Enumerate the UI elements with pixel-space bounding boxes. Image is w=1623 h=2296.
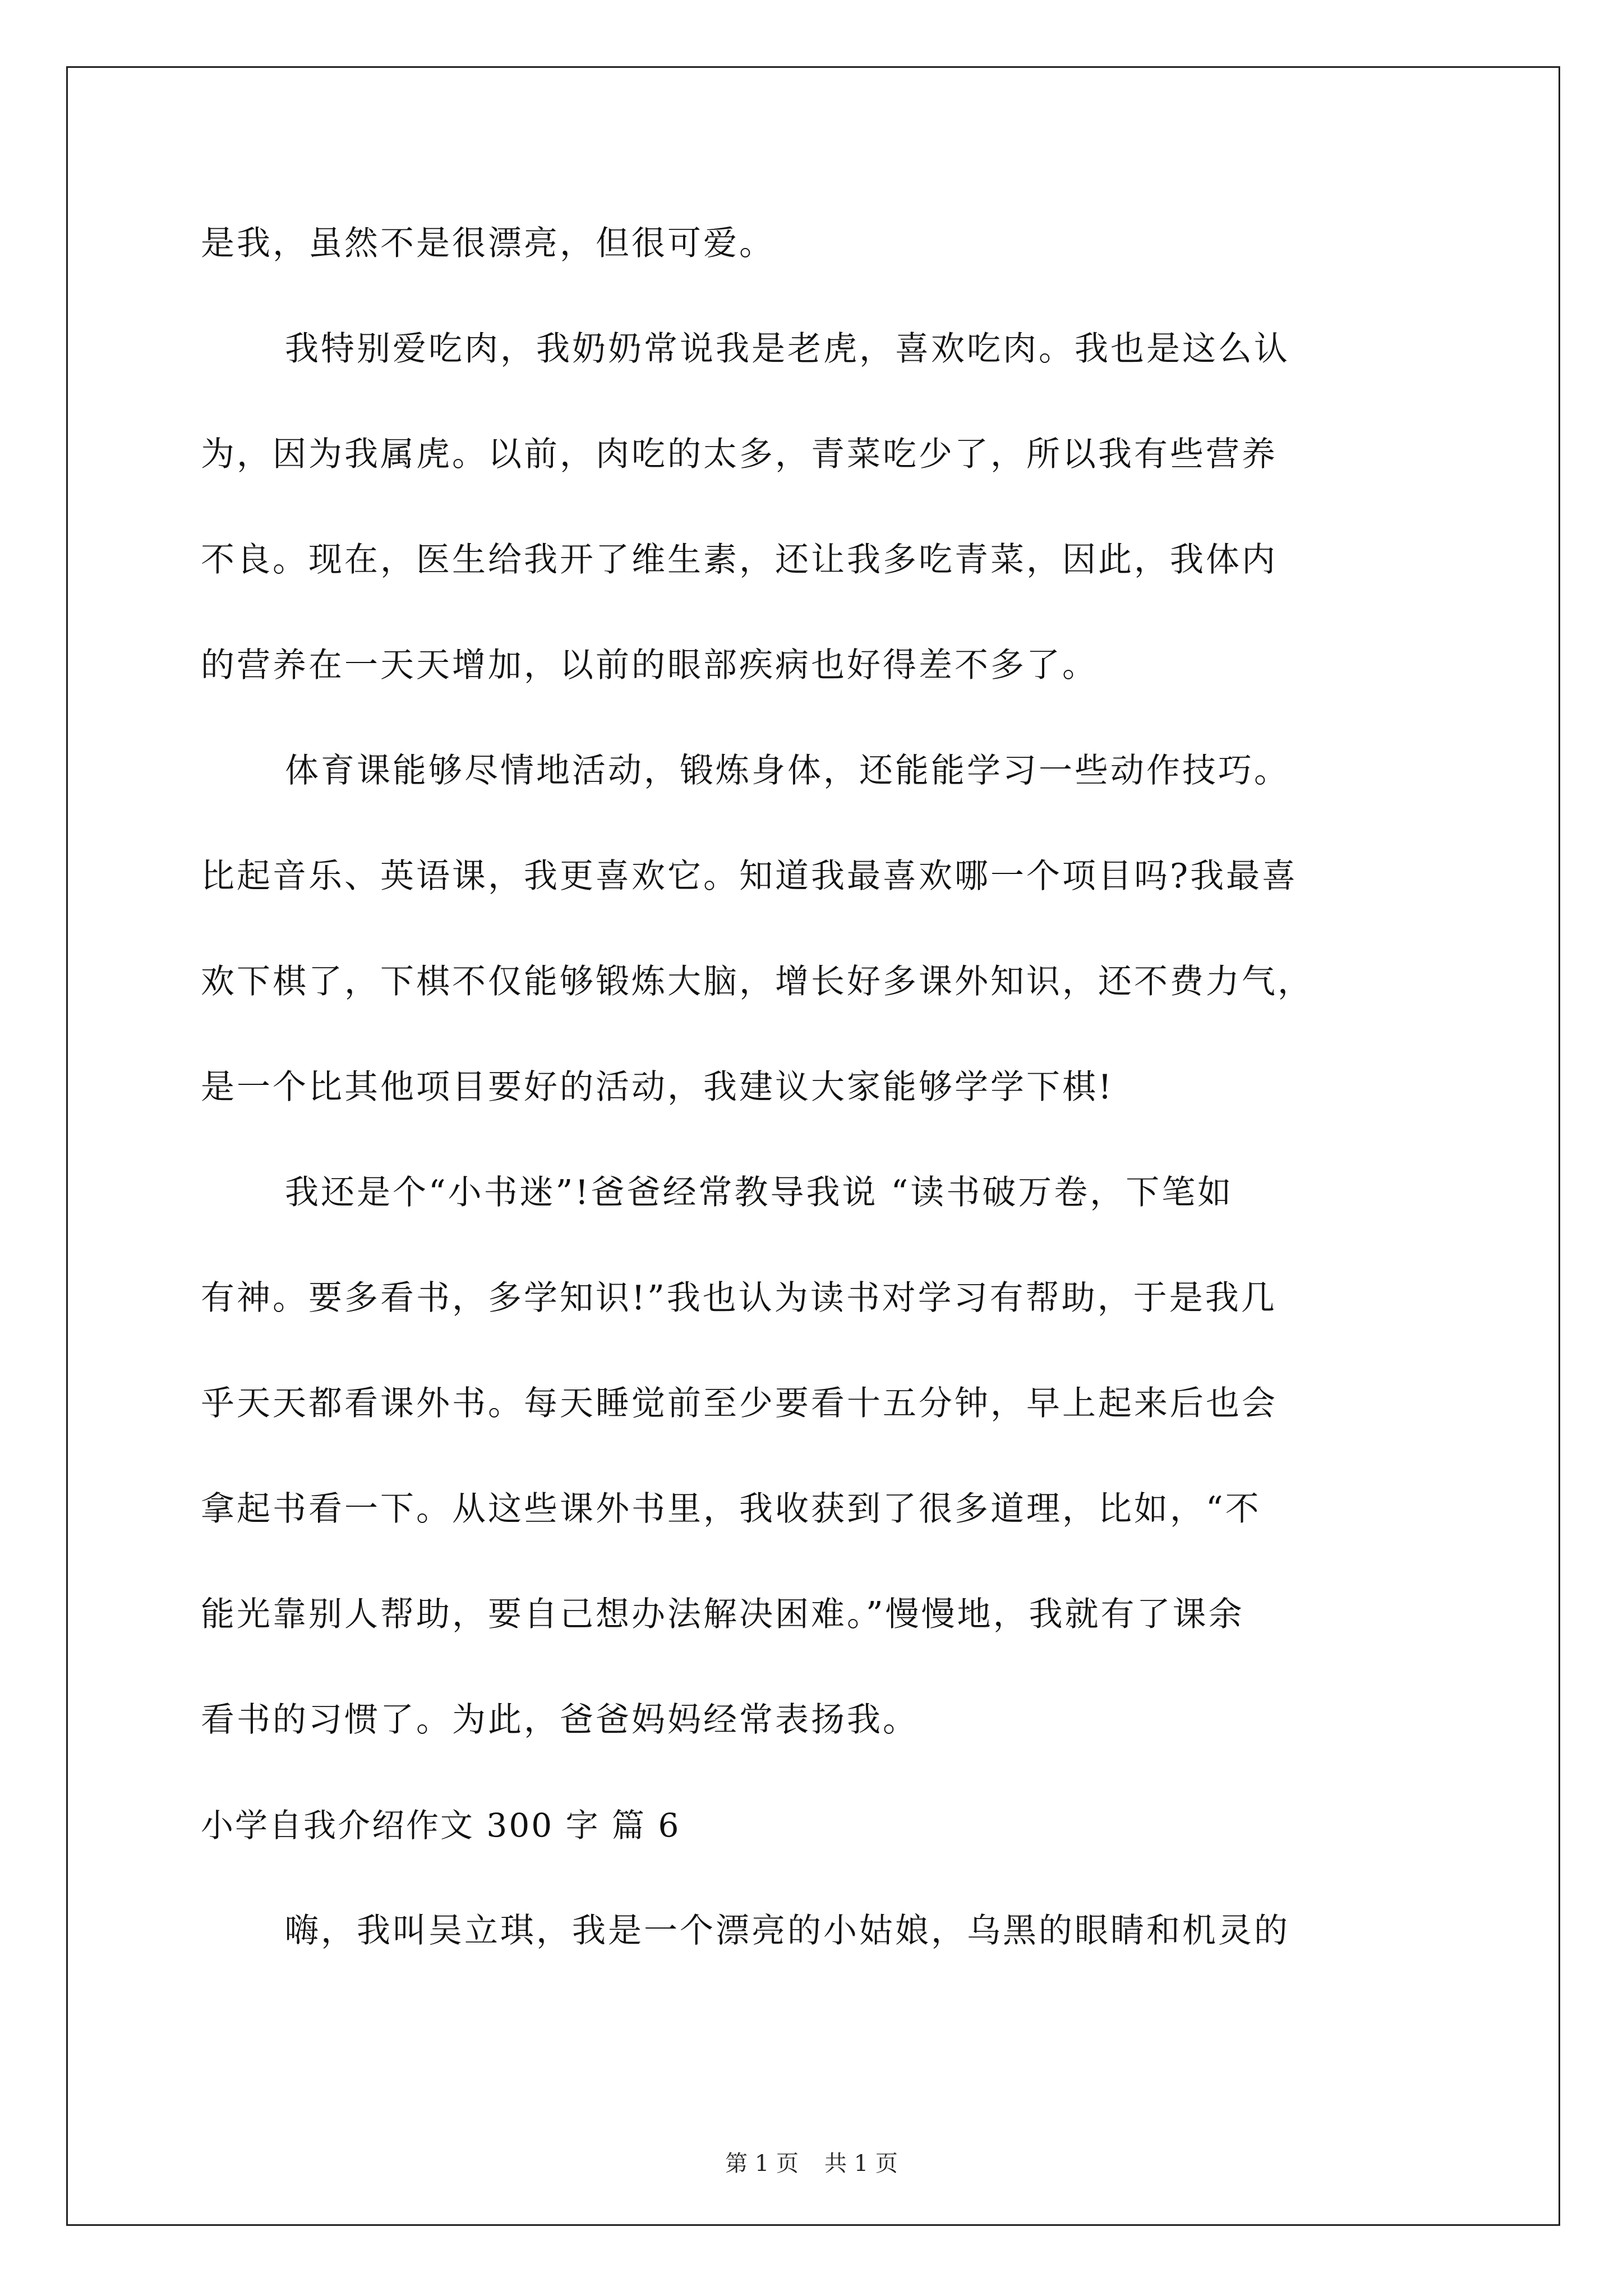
text-line: 欢下棋了，下棋不仅能够锻炼大脑，增长好多课外知识，还不费力气， [201,962,1313,1001]
section-heading: 小学自我介绍作文 300 字 篇 6 [201,1806,681,1844]
text-line: 我特别爱吃肉，我奶奶常说我是老虎，喜欢吃肉。我也是这么认 [285,329,1290,369]
text-line: 不良。现在，医生给我开了维生素，还让我多吃青菜，因此，我体内 [201,540,1278,579]
text-line: 为，因为我属虎。以前，肉吃的太多，青菜吃少了，所以我有些营养 [201,435,1278,474]
text-line: 拿起书看一下。从这些课外书里，我收获到了很多道理，比如，“不 [201,1489,1261,1529]
text-line: 比起音乐、英语课，我更喜欢它。知道我最喜欢哪一个项目吗?我最喜 [201,857,1298,896]
text-line: 我还是个“小书迷”!爸爸经常教导我说 “读书破万卷，下笔如 [285,1173,1234,1212]
text-line: 看书的习惯了。为此，爸爸妈妈经常表扬我。 [201,1700,919,1740]
text-line: 的营养在一天天增加，以前的眼部疾病也好得差不多了。 [201,646,1098,685]
text-line: 嗨，我叫吴立琪，我是一个漂亮的小姑娘，乌黑的眼睛和机灵的 [285,1911,1290,1950]
text-line: 是一个比其他项目要好的活动，我建议大家能够学学下棋! [201,1068,1114,1107]
text-line: 有神。要多看书，多学知识!”我也认为读书对学习有帮助，于是我几 [201,1278,1277,1318]
text-line: 是我，虽然不是很漂亮，但很可爱。 [201,224,775,263]
page-number-total: 共 1 页 [824,2151,898,2177]
page-footer [0,2150,1623,2178]
document-body [201,191,1446,1984]
text-line: 体育课能够尽情地活动，锻炼身体，还能能学习一些动作技巧。 [285,751,1290,790]
page-number-current: 第 1 页 [725,2151,799,2177]
text-line: 能光靠别人帮助，要自己想办法解决困难。”慢慢地，我就有了课余 [201,1595,1244,1634]
text-line: 乎天天都看课外书。每天睡觉前至少要看十五分钟，早上起来后也会 [201,1384,1278,1423]
